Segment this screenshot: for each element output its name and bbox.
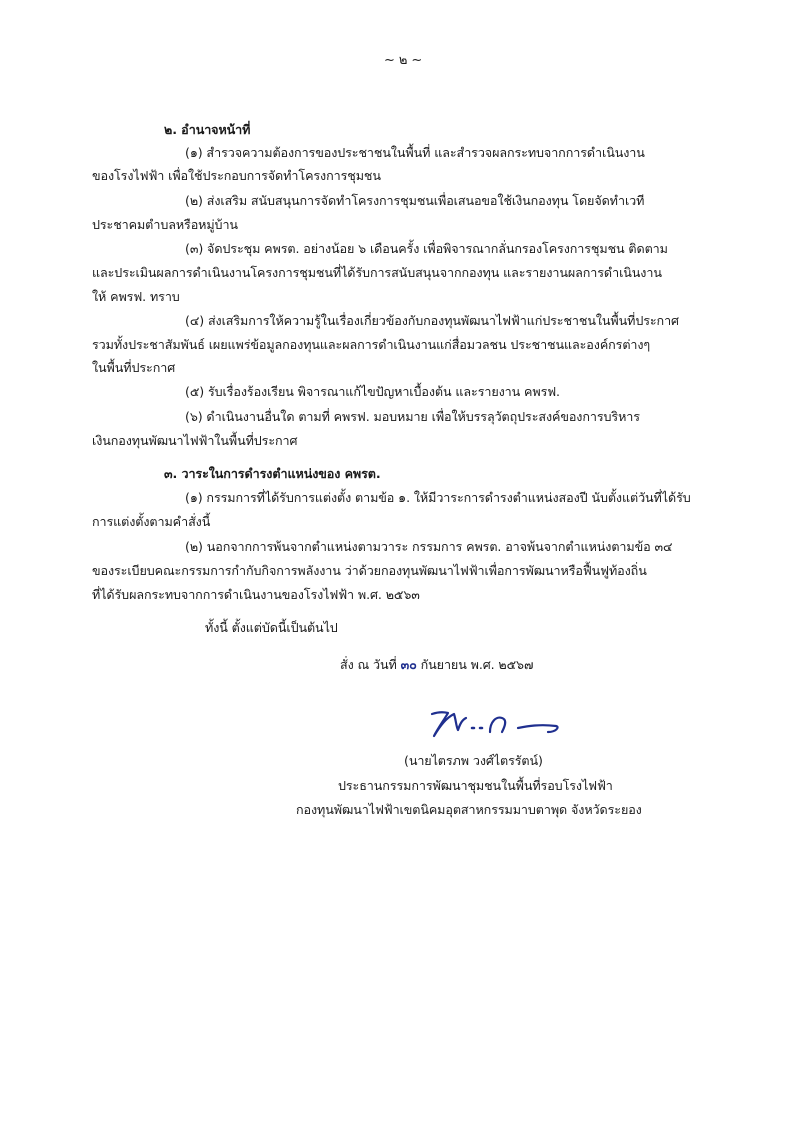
signatory-position-line-2: กองทุนพัฒนาไฟฟ้าเขตนิคมอุตสาหกรรมมาบตาพุด จังหวัดระยอง	[296, 802, 642, 817]
section-2-item-4-line-2: รวมทั้งประชาสัมพันธ์ เผยแพร่ข้อมูลกองทุนและผลการดำเนินงานแก่สื่อมวลชน ประชาชนและองค์กรต่างๆ	[92, 337, 651, 352]
section-3-item-2-line-2: ของระเบียบคณะกรรมการกำกับกิจการพลังงาน ว่าด้วยกองทุนพัฒนาไฟฟ้าเพื่อการพัฒนาหรือฟื้นฟูท้องถิ่น	[92, 563, 647, 578]
section-2-item-2-line-2: ประชาคมตำบลหรือหมู่บ้าน	[92, 217, 238, 232]
section-2-item-5-line-1: (๕) รับเรื่องร้องเรียน พิจารณาแก้ไขปัญหาเบื้องต้น และรายงาน คพรฟ.	[185, 384, 560, 399]
section-3-item-2-line-1: (๒) นอกจากการพ้นจากตำแหน่งตามวาระ กรรมการ คพรต. อาจพ้นจากตำแหน่งตามข้อ ๓๔	[185, 539, 673, 554]
section-2-item-1-line-2: ของโรงไฟฟ้า เพื่อใช้ประกอบการจัดทำโครงการชุมชน	[92, 168, 381, 183]
section-2-item-4-line-1: (๔) ส่งเสริมการให้ความรู้ในเรื่องเกี่ยวข้องกับกองทุนพัฒนาไฟฟ้าแก่ประชาชนในพื้นที่ประกาศ	[185, 313, 679, 328]
signature-image	[424, 704, 564, 744]
section-2-item-6-line-2: เงินกองทุนพัฒนาไฟฟ้าในพื้นที่ประกาศ	[92, 433, 298, 448]
order-date-suffix: กันยายน พ.ศ. ๒๕๖๗	[420, 657, 534, 672]
section-2-item-3-line-2: และประเมินผลการดำเนินงานโครงการชุมชนที่ได้รับการสนับสนุนจากกองทุน และรายงานผลการดำเนินงาน	[92, 265, 662, 280]
section-2-item-6-line-1: (๖) ดำเนินงานอื่นใด ตามที่ คพรฟ. มอบหมาย เพื่อให้บรรลุวัตถุประสงค์ของการบริหาร	[185, 409, 640, 424]
order-date	[340, 656, 533, 674]
signatory-position-line-1: ประธานกรรมการพัฒนาชุมชนในพื้นที่รอบโรงไฟฟ้า	[338, 778, 613, 793]
section-2-heading: ๒. อำนาจหน้าที่	[164, 122, 251, 137]
section-2-item-4-line-3: ในพื้นที่ประกาศ	[92, 360, 176, 375]
section-2-item-3-line-1: (๓) จัดประชุม คพรต. อย่างน้อย ๖ เดือนครั้ง เพื่อพิจารณากลั่นกรองโครงการชุมชน ติดตาม	[185, 241, 668, 256]
section-3-item-1-line-1: (๑) กรรมการที่ได้รับการแต่งตั้ง ตามข้อ ๑. ให้มีวาระการดำรงตำแหน่งสองปี นับตั้งแต่วันที่ได้รับ	[185, 490, 691, 505]
order-date-prefix: สั่ง ณ วันที่	[340, 657, 397, 672]
section-3-heading: ๓. วาระในการดำรงตำแหน่งของ คพรต.	[164, 466, 381, 481]
order-date-day: ๓๐	[400, 657, 417, 672]
effective-clause: ทั้งนี้ ตั้งแต่บัดนี้เป็นต้นไป	[205, 620, 338, 635]
page-number: ~ ๒ ~	[384, 53, 423, 68]
section-3-item-1-line-2: การแต่งตั้งตามคำสั่งนี้	[92, 514, 211, 529]
section-3-item-2-line-3: ที่ได้รับผลกระทบจากการดำเนินงานของโรงไฟฟ้า พ.ศ. ๒๕๖๓	[92, 587, 420, 602]
section-2-item-3-line-3: ให้ คพรฟ. ทราบ	[92, 289, 180, 304]
section-2-item-1-line-1: (๑) สำรวจความต้องการของประชาชนในพื้นที่ และสำรวจผลกระทบจากการดำเนินงาน	[185, 145, 645, 160]
signatory-name: (นายไตรภพ วงศ์ไตรรัตน์)	[404, 753, 543, 768]
section-2-item-2-line-1: (๒) ส่งเสริม สนับสนุนการจัดทำโครงการชุมชนเพื่อเสนอขอใช้เงินกองทุน โดยจัดทำเวที	[185, 193, 645, 208]
